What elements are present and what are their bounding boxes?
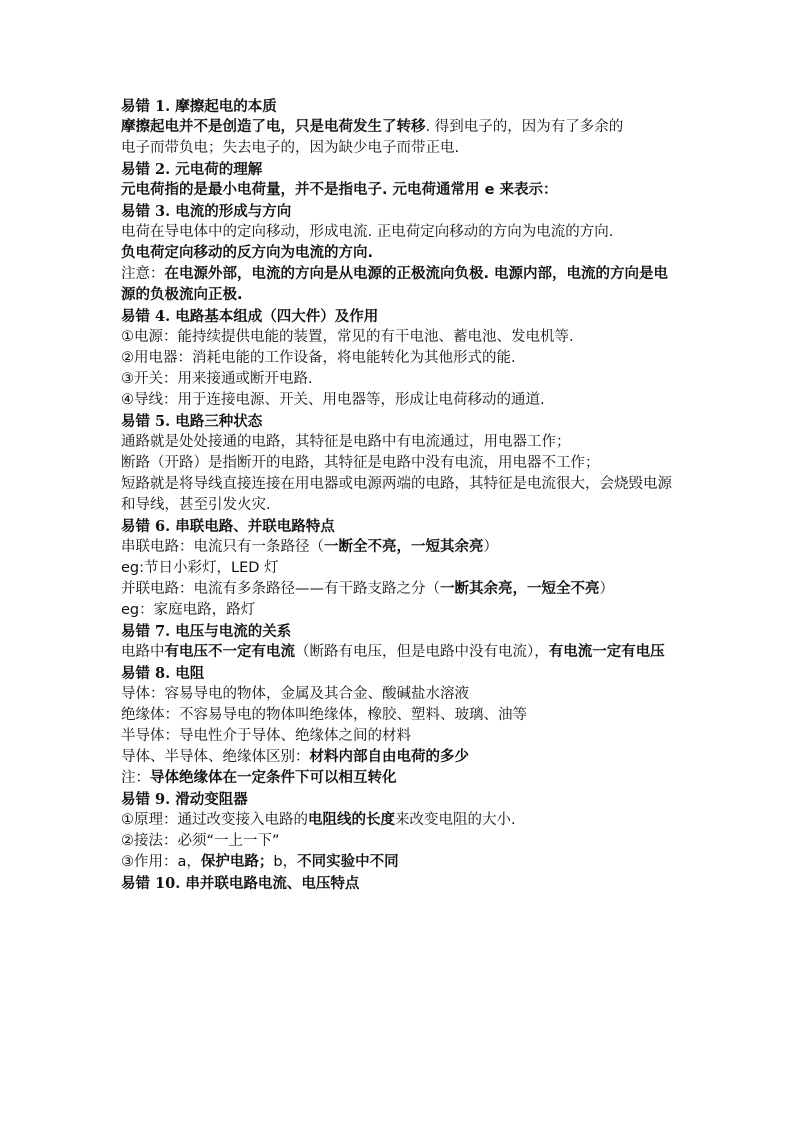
section-4-item-4: ④导线：用于连接电源、开关、用电器等，形成让电荷移动的通道. bbox=[121, 392, 545, 408]
section-4-title: 易错 4. 电路基本组成（四大件）及作用 bbox=[121, 308, 379, 325]
section-8-difference-label: 导体、半导体、绝缘体区别： bbox=[121, 749, 310, 765]
section-10-title: 易错 10. 串并联电路电流、电压特点 bbox=[121, 875, 360, 892]
section-4-item-1: ①电源：能持续提供电能的装置，常见的有干电池、蓄电池、发电机等. bbox=[121, 329, 574, 345]
section-6-line-1 bbox=[121, 537, 681, 558]
section-3-title: 易错 3. 电流的形成与方向 bbox=[121, 203, 292, 220]
section-7-title: 易错 7. 电压与电流的关系 bbox=[121, 623, 292, 640]
series-circuit-rule: 一断全不亮，一短其余亮 bbox=[324, 539, 484, 555]
section-8-line-5 bbox=[121, 768, 681, 789]
principle-text-a: ①原理：通过改变接入电路的 bbox=[121, 812, 308, 828]
section-9-line-3 bbox=[121, 852, 681, 873]
section-8-note-label: 注： bbox=[121, 770, 150, 786]
section-7-text-b: （断路有电压，但是电路中没有电流）， bbox=[295, 644, 549, 660]
section-9-line-2: ②接法：必须“一上一下” bbox=[121, 833, 280, 849]
section-8-line-4 bbox=[121, 747, 681, 768]
section-9-line-1 bbox=[121, 810, 681, 831]
section-3-note-text: 在电源外部，电流的方向是从电源的正极流向负极. 电源内部，电流的方向是电源的负极流向正极. bbox=[121, 266, 669, 303]
series-circuit-text: 串联电路：电流只有一条路径（ bbox=[121, 539, 324, 555]
section-6-line-2: eg:节日小彩灯，LED 灯 bbox=[121, 560, 279, 576]
section-3-note bbox=[121, 264, 681, 306]
function-emphasis-b: 不同实验中不同 bbox=[297, 854, 399, 870]
section-7-line-1 bbox=[121, 642, 681, 663]
document-page bbox=[121, 96, 681, 894]
function-text-b: b， bbox=[273, 854, 298, 870]
section-3-line-2: 负电荷定向移动的反方向为电流的方向. bbox=[121, 245, 374, 261]
section-8-difference-text: 材料内部自由电荷的多少 bbox=[309, 749, 469, 765]
section-5-line-1: 通路就是处处接通的电路，其特征是电路中有电流通过，用电器工作； bbox=[121, 434, 571, 450]
section-1-emphasis: 摩擦起电并不是创造了电，只是电荷发生了转移 bbox=[121, 119, 426, 135]
section-8-title: 易错 8. 电阻 bbox=[121, 665, 205, 682]
principle-text-b: 来改变电阻的大小. bbox=[395, 812, 516, 828]
parallel-circuit-close: ） bbox=[599, 581, 614, 597]
section-9-title: 易错 9. 滑动变阻器 bbox=[121, 791, 248, 808]
parallel-circuit-text: 并联电路：电流有多条路径——有干路支路之分（ bbox=[121, 581, 440, 597]
section-5-title: 易错 5. 电路三种状态 bbox=[121, 413, 263, 430]
principle-emphasis: 电阻线的长度 bbox=[308, 812, 395, 828]
series-circuit-close: ） bbox=[483, 539, 498, 555]
section-4-item-3: ③开关：用来接通或断开电路. bbox=[121, 371, 313, 387]
function-text-a: ③作用：a， bbox=[121, 854, 201, 870]
section-7-text-a: 电路中 bbox=[121, 644, 165, 660]
section-8-note-text: 导体绝缘体在一定条件下可以相互转化 bbox=[150, 770, 397, 786]
section-4-item-2: ②用电器：消耗电能的工作设备，将电能转化为其他形式的能. bbox=[121, 350, 516, 366]
section-6-line-3 bbox=[121, 579, 681, 600]
section-8-line-3: 半导体：导电性介于导体、绝缘体之间的材料 bbox=[121, 728, 411, 744]
function-emphasis-a: 保护电路； bbox=[200, 854, 274, 870]
section-6-title: 易错 6. 串联电路、并联电路特点 bbox=[121, 518, 335, 535]
section-2-title: 易错 2. 元电荷的理解 bbox=[121, 161, 263, 178]
section-5-line-2: 断路（开路）是指断开的电路，其特征是电路中没有电流，用电器不工作； bbox=[121, 455, 600, 471]
parallel-circuit-rule: 一断其余亮，一短全不亮 bbox=[440, 581, 600, 597]
section-3-line-1: 电荷在导电体中的定向移动，形成电流. 正电荷定向移动的方向为电流的方向. bbox=[121, 224, 614, 240]
section-8-line-2: 绝缘体：不容易导电的物体叫绝缘体，橡胶、塑料、玻璃、油等 bbox=[121, 707, 527, 723]
section-8-line-1: 导体：容易导电的物体，金属及其合金、酸碱盐水溶液 bbox=[121, 686, 469, 702]
section-5-line-3: 短路就是将导线直接连接在用电器或电源两端的电路，其特征是电流很大，会烧毁电源和导线，甚至引发火灾. bbox=[121, 476, 672, 513]
section-1-text: . 得到电子的，因为有了多余的 bbox=[425, 119, 624, 135]
section-2-line-1: 元电荷指的是最小电荷量，并不是指电子. 元电荷通常用 e 来表示： bbox=[121, 182, 558, 198]
section-6-line-4: eg：家庭电路，路灯 bbox=[121, 602, 256, 618]
section-1-line-1 bbox=[121, 117, 681, 138]
section-1-title: 易错 1. 摩擦起电的本质 bbox=[121, 98, 277, 115]
section-3-note-label: 注意： bbox=[121, 266, 165, 282]
section-7-emphasis-a: 有电压不一定有电流 bbox=[164, 644, 295, 660]
section-7-emphasis-b: 有电流一定有电压 bbox=[548, 644, 665, 660]
section-1-line-2: 电子而带负电；失去电子的，因为缺少电子而带正电. bbox=[121, 140, 460, 156]
